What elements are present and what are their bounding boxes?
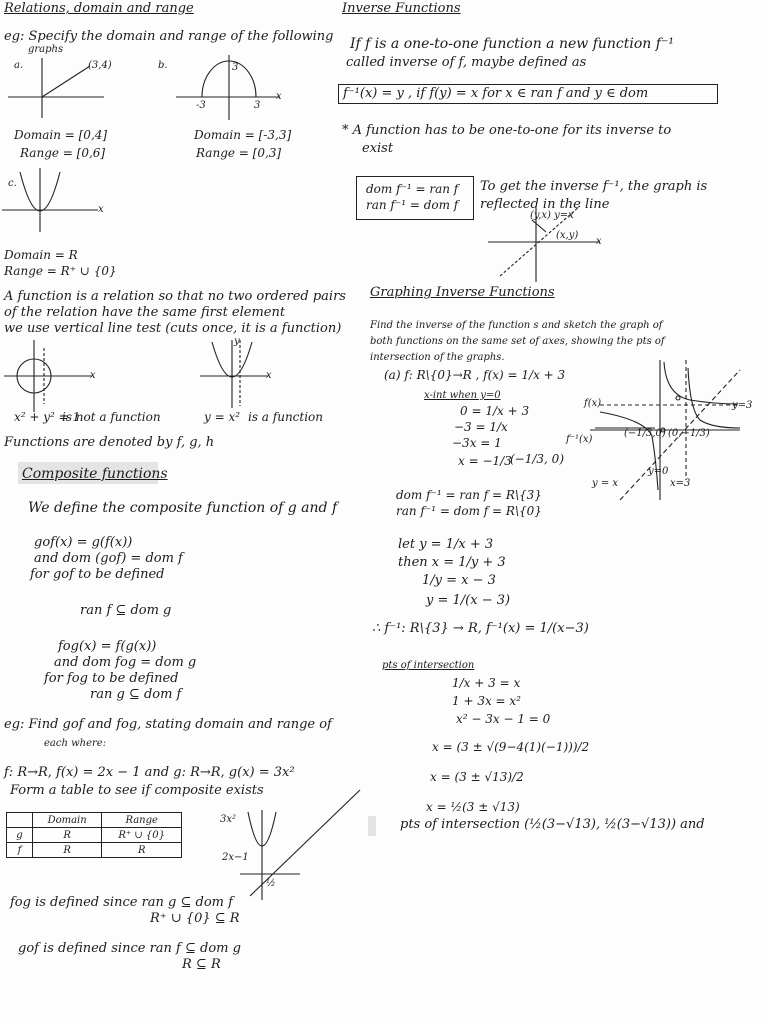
inverse-conclusion: ∴ f⁻¹: R\{3} → R, f⁻¹(x) = 1/(x−3) xyxy=(372,621,589,636)
table-cell: f xyxy=(7,843,33,858)
section-title-inverse: Inverse Functions xyxy=(342,1,461,16)
table-cell: R xyxy=(32,843,102,858)
let-line: let y = 1/x + 3 xyxy=(398,537,494,552)
graph-b-top: 3 xyxy=(232,62,239,73)
section-title-relations: Relations, domain and range xyxy=(4,1,194,16)
task-line-1: Find the inverse of the function s and sketch the graph of xyxy=(370,320,663,331)
gof-condition: for gof to be defined xyxy=(30,567,165,582)
table-header-cell: Range xyxy=(102,813,182,828)
fog-defined: fog is defined since ran g ⊆ dom f xyxy=(10,895,233,910)
step-4: x = −1/3 xyxy=(458,454,512,468)
reflect-xy-label: (x,y) xyxy=(556,230,579,241)
one-to-one-note-2: exist xyxy=(362,141,394,156)
gof-defined-2: R ⊆ R xyxy=(182,957,221,972)
one-to-one-note: * A function has to be one-to-one for its inverse to xyxy=(342,123,672,138)
intersection-eq-4: x = (3 ± √(9−4(1)(−1)))/2 xyxy=(432,740,590,754)
graph-pt2-label: (0,−1/3) xyxy=(668,428,710,439)
parabola-note: is a function xyxy=(248,410,324,424)
ran-finv-dom-f: ran f⁻¹ = dom f = R\{0} xyxy=(396,504,542,518)
inverse-step-2: y = 1/(x − 3) xyxy=(426,593,511,608)
inverse-def-1: If f is a one-to-one function a new function f⁻¹ xyxy=(350,36,674,52)
step-1: 0 = 1/x + 3 xyxy=(460,404,530,418)
intercept-point: (−1/3, 0) xyxy=(510,452,564,466)
intersection-points: pts of intersection (½(3−√13), ½(3−√13)) and xyxy=(400,817,705,832)
graph-a-point: (3,4) xyxy=(88,60,112,71)
gof-domain: and dom (gof) = dom f xyxy=(34,551,183,566)
parabola-equation: y = x² xyxy=(204,410,241,424)
reflect-note-2: reflected in the line xyxy=(480,197,610,212)
circle-equation: x² + y² = 1 xyxy=(14,410,81,424)
dom-finv: dom f⁻¹ = ran f xyxy=(366,182,459,196)
graph-a-domain: Domain = [0,4] xyxy=(14,128,108,142)
graph-c-axis: x xyxy=(98,204,104,215)
table-cell: g xyxy=(7,828,33,843)
f-g-definition: f: R→R, f(x) = 2x − 1 and g: R→R, g(x) = 3x² xyxy=(4,765,295,780)
x-intercept-note: x-int when y=0 xyxy=(424,390,501,401)
table-cell: R⁺ ∪ {0} xyxy=(102,828,182,843)
fog-condition: for fog to be defined xyxy=(44,671,179,686)
ranf-subset-domg: ran f ⊆ dom g xyxy=(80,603,172,618)
section-title-graphing: Graphing Inverse Functions xyxy=(370,285,555,300)
graph-a-range: Range = [0,6] xyxy=(20,146,106,160)
graph-x3-label: x=3 xyxy=(670,478,691,489)
form-table-note: Form a table to see if composite exists xyxy=(10,783,264,798)
ran-finv: ran f⁻¹ = dom f xyxy=(366,198,459,212)
graph-b-range: Range = [0,3] xyxy=(196,146,282,160)
reflect-axis-label: x xyxy=(596,236,602,247)
graph-c-domain: Domain = R xyxy=(4,248,78,262)
graph-2x1-label: 2x−1 xyxy=(222,852,249,863)
intersection-eq-3: x² − 3x − 1 = 0 xyxy=(456,712,551,726)
graph-b-axis: x xyxy=(276,91,282,102)
graph-c-label: c. xyxy=(8,178,17,189)
part-a: (a) f: R\{0}→R , f(x) = 1/x + 3 xyxy=(384,368,566,382)
task-line-3: intersection of the graphs. xyxy=(370,352,505,363)
dom-finv-ran-f: dom f⁻¹ = ran f = R\{3} xyxy=(396,488,542,502)
margin-shade xyxy=(368,816,376,836)
gof-definition: gof(x) = g(f(x)) xyxy=(34,535,133,550)
pts-intersection-title: pts of intersection xyxy=(382,660,475,671)
intersection-eq-6: x = ½(3 ± √13) xyxy=(426,800,520,814)
graph-yx-label: y = x xyxy=(592,478,619,489)
vertical-line-test: we use vertical line test (cuts once, it is a function) xyxy=(4,321,342,336)
step-2: −3 = 1/x xyxy=(454,420,508,434)
example-find-2: each where: xyxy=(44,738,107,749)
graph-c-range: Range = R⁺ ∪ {0} xyxy=(4,264,117,278)
table-cell: R xyxy=(32,828,102,843)
circle-graph-x: x xyxy=(90,370,96,381)
graph-a-label: a. xyxy=(14,60,24,71)
reflect-yx-label: (y,x) y=x xyxy=(530,210,574,221)
gof-defined: gof is defined since ran f ⊆ dom g xyxy=(18,941,241,956)
then-line: then x = 1/y + 3 xyxy=(398,555,506,570)
fog-domain: and dom fog = dom g xyxy=(54,655,197,670)
section-title-composite: Composite functions xyxy=(22,466,168,482)
inverse-boxed-definition: f⁻¹(x) = y , if f(y) = x for x ∈ ran f and y ∈ dom xyxy=(338,84,718,104)
denoted-line: Functions are denoted by f, g, h xyxy=(4,435,215,450)
graph-finv-label: f⁻¹(x) xyxy=(566,434,593,445)
graph-b-domain: Domain = [-3,3] xyxy=(194,128,292,142)
graph-f-label: f(x) xyxy=(584,398,602,409)
graph-y3-label: y=3 xyxy=(732,400,753,411)
step-3: −3x = 1 xyxy=(452,436,502,450)
function-definition-2: of the relation have the same first element xyxy=(4,305,286,320)
circle-note: is not a function xyxy=(62,410,161,424)
graph-3x2-label: 3x² xyxy=(220,814,237,825)
rang-subset-domf: ran g ⊆ dom f xyxy=(90,687,182,702)
example-find: eg: Find gof and fog, stating domain and range of xyxy=(4,717,332,732)
parabola-y: y xyxy=(234,336,240,347)
table-cell: R xyxy=(102,843,182,858)
graph-pt1-label: (−1/3,0) xyxy=(624,428,666,439)
table-header-cell: Domain xyxy=(32,813,102,828)
intro-line: eg: Specify the domain and range of the following xyxy=(4,29,334,44)
intersection-eq-1: 1/x + 3 = x xyxy=(452,676,521,690)
fog-defined-2: R⁺ ∪ {0} ⊆ R xyxy=(150,911,240,926)
composite-definition: We define the composite function of g and f xyxy=(28,500,338,516)
graph-half-label: ½ xyxy=(266,878,276,889)
intro-line-2: graphs xyxy=(28,44,64,55)
inverse-step-1: 1/y = x − 3 xyxy=(422,573,496,588)
graph-b-label: b. xyxy=(158,60,168,71)
graph-y0-label: y=0 xyxy=(648,466,669,477)
parabola-x: x xyxy=(266,370,272,381)
graph-b-left: -3 xyxy=(196,100,206,111)
task-line-2: both functions on the same set of axes, showing the pts of xyxy=(370,336,665,347)
reflect-note-1: To get the inverse f⁻¹, the graph is xyxy=(480,179,708,194)
function-definition-1: A function is a relation so that no two ordered pairs xyxy=(4,289,346,304)
graph-b-right: 3 xyxy=(254,100,261,111)
fog-definition: fog(x) = f(g(x)) xyxy=(58,639,157,654)
inverse-def-2: called inverse of f, maybe defined as xyxy=(346,55,587,70)
intersection-eq-5: x = (3 ± √13)/2 xyxy=(430,770,524,784)
intersection-eq-2: 1 + 3x = x² xyxy=(452,694,521,708)
